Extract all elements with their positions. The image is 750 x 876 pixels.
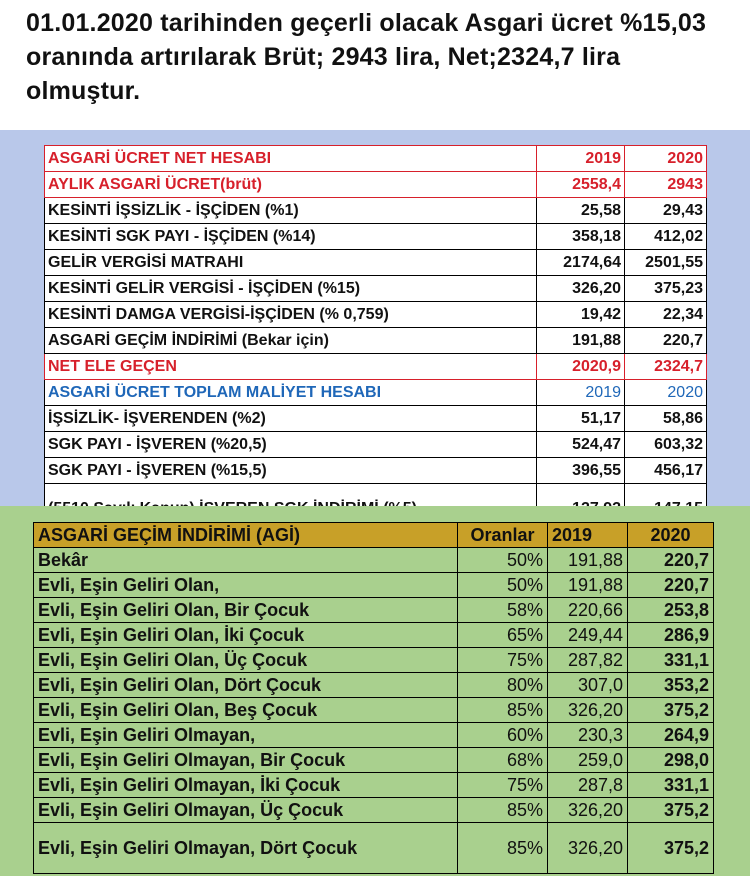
- table-row: [45, 250, 707, 276]
- table-row: [34, 773, 714, 798]
- value-2019: 326,20: [548, 798, 628, 823]
- value-2019: 25,58: [537, 198, 625, 224]
- value-2019: 326,20: [548, 823, 628, 874]
- rate-value: 85%: [458, 698, 548, 723]
- value-2020: 2020: [625, 380, 707, 406]
- value-2020: 2501,55: [625, 250, 707, 276]
- value-2019: 259,0: [548, 748, 628, 773]
- column-rates: Oranlar: [458, 523, 548, 548]
- value-2020: 375,2: [628, 698, 714, 723]
- row-label: Evli, Eşin Geliri Olan, Dört Çocuk: [34, 673, 458, 698]
- value-2019: 326,20: [548, 698, 628, 723]
- value-2019: 396,55: [537, 458, 625, 484]
- value-2019: 2558,4: [537, 172, 625, 198]
- table-row: [45, 276, 707, 302]
- table-row: [45, 172, 707, 198]
- row-label: SGK PAYI - İŞVEREN (%20,5): [45, 432, 537, 458]
- row-label: Evli, Eşin Geliri Olan, Üç Çocuk: [34, 648, 458, 673]
- value-2019: 230,3: [548, 723, 628, 748]
- row-label: GELİR VERGİSİ MATRAHI: [45, 250, 537, 276]
- table-title: ASGARİ ÜCRET NET HESABI: [45, 146, 537, 172]
- row-label: KESİNTİ GELİR VERGİSİ - İŞÇİDEN (%15): [45, 276, 537, 302]
- table-row: [45, 458, 707, 484]
- rate-value: 75%: [458, 648, 548, 673]
- rate-value: 65%: [458, 623, 548, 648]
- table-row: [45, 432, 707, 458]
- rate-value: 85%: [458, 823, 548, 874]
- value-2020: 220,7: [625, 328, 707, 354]
- value-2019: 191,88: [548, 548, 628, 573]
- row-label: AYLIK ASGARİ ÜCRET(brüt): [45, 172, 537, 198]
- row-label: KESİNTİ SGK PAYI - İŞÇİDEN (%14): [45, 224, 537, 250]
- column-2019: 2019: [548, 523, 628, 548]
- value-2020: 286,9: [628, 623, 714, 648]
- value-2019: 220,66: [548, 598, 628, 623]
- row-label: Evli, Eşin Geliri Olmayan, Bir Çocuk: [34, 748, 458, 773]
- value-2020: 331,1: [628, 648, 714, 673]
- value-2020: 375,2: [628, 823, 714, 874]
- headline: 01.01.2020 tarihinden geçerli olacak Asgari ücret %15,03 oranında artırılarak Brüt; 2943 lira, Net;2324,7 lira olmuştur.: [26, 9, 707, 105]
- value-2020: 264,9: [628, 723, 714, 748]
- value-2020: 603,32: [625, 432, 707, 458]
- row-label: NET ELE GEÇEN: [45, 354, 537, 380]
- row-label: KESİNTİ İŞSİZLİK - İŞÇİDEN (%1): [45, 198, 537, 224]
- value-2020: 456,17: [625, 458, 707, 484]
- rate-value: 58%: [458, 598, 548, 623]
- rate-value: 80%: [458, 673, 548, 698]
- net-wage-panel: [0, 130, 750, 506]
- table-row: [34, 573, 714, 598]
- table-row: [45, 224, 707, 250]
- rate-value: 50%: [458, 573, 548, 598]
- table-row: [34, 723, 714, 748]
- value-2020: 298,0: [628, 748, 714, 773]
- row-label: ASGARİ GEÇİM İNDİRİMİ (Bekar için): [45, 328, 537, 354]
- value-2019: 2019: [537, 380, 625, 406]
- agi-table: [33, 522, 714, 874]
- row-label: Evli, Eşin Geliri Olmayan, Üç Çocuk: [34, 798, 458, 823]
- value-2020: 375,23: [625, 276, 707, 302]
- table-row: [34, 648, 714, 673]
- value-2019: 358,18: [537, 224, 625, 250]
- value-2019: 2174,64: [537, 250, 625, 276]
- value-2019: 287,82: [548, 648, 628, 673]
- value-2020: 2943: [625, 172, 707, 198]
- agi-title: ASGARİ GEÇİM İNDİRİMİ (AGİ): [34, 523, 458, 548]
- table-row: [34, 748, 714, 773]
- value-2020: 375,2: [628, 798, 714, 823]
- value-2019: 191,88: [537, 328, 625, 354]
- value-2019: 524,47: [537, 432, 625, 458]
- column-2019: 2019: [537, 146, 625, 172]
- value-2019: 307,0: [548, 673, 628, 698]
- row-label: SGK PAYI - İŞVEREN (%15,5): [45, 458, 537, 484]
- table-row: [45, 328, 707, 354]
- value-2020: 22,34: [625, 302, 707, 328]
- net-wage-table: [44, 145, 707, 510]
- column-2020: 2020: [625, 146, 707, 172]
- table-row: [45, 354, 707, 380]
- row-label: İŞSİZLİK- İŞVERENDEN (%2): [45, 406, 537, 432]
- table-row: [34, 623, 714, 648]
- value-2020: 353,2: [628, 673, 714, 698]
- table-row: [34, 798, 714, 823]
- value-2019: 19,42: [537, 302, 625, 328]
- row-label: Evli, Eşin Geliri Olmayan,: [34, 723, 458, 748]
- rate-value: 75%: [458, 773, 548, 798]
- value-2020: 58,86: [625, 406, 707, 432]
- table-row: [34, 673, 714, 698]
- column-2020: 2020: [628, 523, 714, 548]
- row-label: Evli, Eşin Geliri Olmayan, Dört Çocuk: [34, 823, 458, 874]
- agi-panel: [0, 506, 750, 876]
- table-row: [34, 823, 714, 874]
- rate-value: 60%: [458, 723, 548, 748]
- value-2019: 326,20: [537, 276, 625, 302]
- row-label: Evli, Eşin Geliri Olan,: [34, 573, 458, 598]
- value-2020: 220,7: [628, 548, 714, 573]
- row-label: KESİNTİ DAMGA VERGİSİ-İŞÇİDEN (% 0,759): [45, 302, 537, 328]
- row-label: Evli, Eşin Geliri Olan, Beş Çocuk: [34, 698, 458, 723]
- table-row: [34, 598, 714, 623]
- agi-header-row: [34, 523, 714, 548]
- rate-value: 68%: [458, 748, 548, 773]
- value-2019: 287,8: [548, 773, 628, 798]
- value-2020: 412,02: [625, 224, 707, 250]
- table-row: [34, 548, 714, 573]
- table-row: [45, 406, 707, 432]
- value-2020: 220,7: [628, 573, 714, 598]
- table-row: [45, 302, 707, 328]
- value-2019: 249,44: [548, 623, 628, 648]
- value-2020: 253,8: [628, 598, 714, 623]
- value-2020: 331,1: [628, 773, 714, 798]
- table-row: [34, 698, 714, 723]
- value-2020: 2324,7: [625, 354, 707, 380]
- row-label: Evli, Eşin Geliri Olan, İki Çocuk: [34, 623, 458, 648]
- rate-value: 85%: [458, 798, 548, 823]
- row-label: Bekâr: [34, 548, 458, 573]
- value-2019: 51,17: [537, 406, 625, 432]
- value-2020: 29,43: [625, 198, 707, 224]
- value-2019: 2020,9: [537, 354, 625, 380]
- row-label: Evli, Eşin Geliri Olan, Bir Çocuk: [34, 598, 458, 623]
- table-header-row: [45, 146, 707, 172]
- row-label: Evli, Eşin Geliri Olmayan, İki Çocuk: [34, 773, 458, 798]
- table-row: [45, 198, 707, 224]
- row-label: ASGARİ ÜCRET TOPLAM MALİYET HESABI: [45, 380, 537, 406]
- table-row: [45, 380, 707, 406]
- value-2019: 191,88: [548, 573, 628, 598]
- rate-value: 50%: [458, 548, 548, 573]
